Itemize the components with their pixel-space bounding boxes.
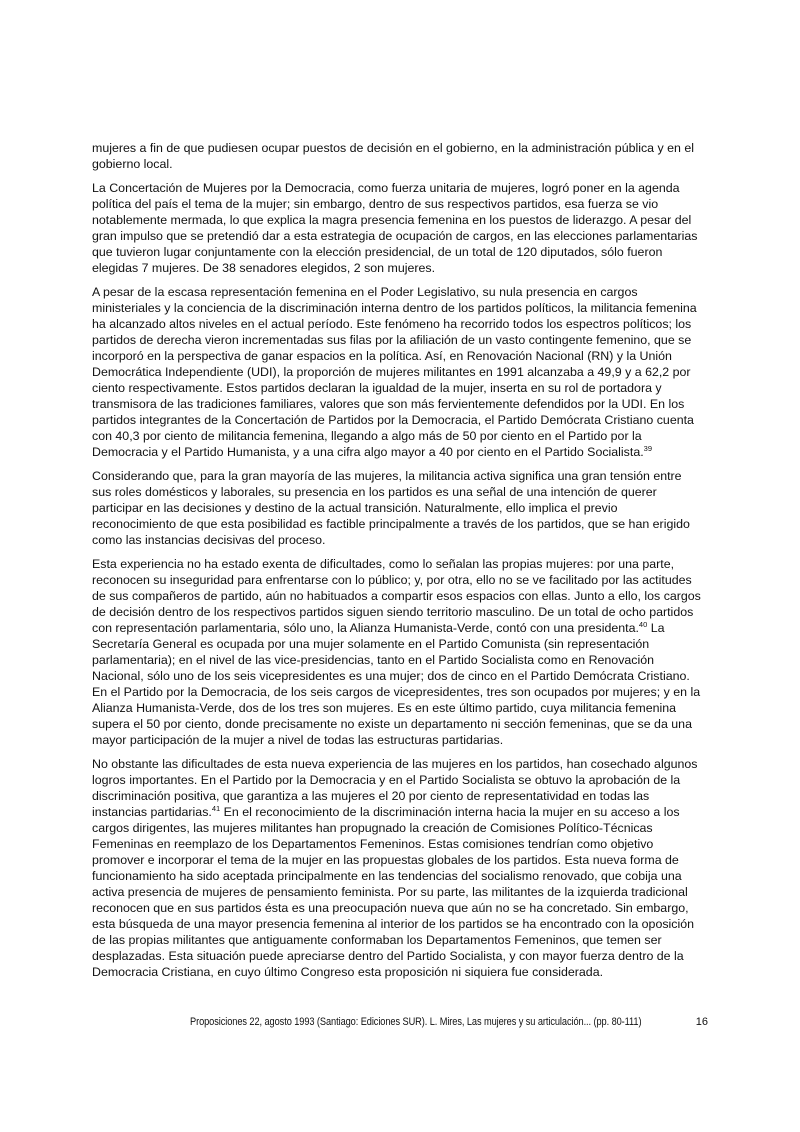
paragraph-5 xyxy=(92,556,704,748)
footnote-ref-39[interactable]: 39 xyxy=(643,443,652,453)
paragraph-4-text: Considerando que, para la gran mayoría de las mujeres, la militancia activa significa una gran tensión entre sus roles domésticos y laborales, su presencia en los partidos es una señal de una intención de querer participar en las decisiones y destino de la actual transición. Naturalmente, ello implica el previo reconocimiento de que esta posibilidad es factible principalmente a través de los partidos, que se han erigido como las instancias decisivas del proceso. xyxy=(92,469,690,547)
paragraph-6-text-before: No obstante las dificultades de esta nueva experiencia de las mujeres en los partidos, han cosechado algunos logros importantes. En el Partido por la Democracia y en el Partido Socialista se obtuvo la aprobación de la discriminación positiva, que garantiza a las mujeres el 20 por ciento de representatividad en todas las instancias partidarias. xyxy=(92,757,698,819)
body-text xyxy=(92,140,704,980)
paragraph-5-text-before: Esta experiencia no ha estado exenta de dificultades, como lo señalan las propias mujeres: por una parte, reconocen su inseguridad para enfrentarse con lo público; y, por otra, ello no se ve facilitado por las actitudes de sus compañeros de partido, aún no habituados a compartir esos espacios con ellas. Junto a ello, los cargos de decisión dentro de los respectivos partidos siguen siendo territorio masculino. De un total de ocho partidos con representación parlamentaria, sólo uno, la Alianza Humanista-Verde, contó con una presidenta. xyxy=(92,557,701,635)
paragraph-2 xyxy=(92,180,704,276)
paragraph-2-text: La Concertación de Mujeres por la Democracia, como fuerza unitaria de mujeres, logró poner en la agenda política del país el tema de la mujer; sin embargo, dentro de sus respectivos partidos, esa fuerza se vio notablemente mermada, lo que explica la magra presencia femenina en los puestos de liderazgo. A pesar del gran impulso que se pretendió dar a esta estrategia de ocupación de cargos, en las elecciones parlamentarias que tuvieron lugar conjuntamente con la elección presidencial, de un total de 120 diputados, sólo fueron elegidas 7 mujeres. De 38 senadores elegidos, 2 son mujeres. xyxy=(92,181,698,275)
paragraph-1 xyxy=(92,140,704,172)
paragraph-3-text: A pesar de la escasa representación femenina en el Poder Legislativo, su nula presencia en cargos ministeriales y la conciencia de la discriminación interna dentro de los partidos políticos, la militancia femenina ha alcanzado altos niveles en el actual período. Este fenómeno ha recorrido todos los espectros políticos; los partidos de derecha vieron incrementadas sus filas por la afiliación de un vasto contingente femenino, que se incorporó en la perspectiva de ganar espacios en la política. Así, en Renovación Nacional (RN) y la Unión Democrática Independiente (UDI), la proporción de mujeres militantes en 1991 alcanzaba a 49,9 y a 62,2 por ciento respectivamente. Estos partidos declaran la igualdad de la mujer, inserta en su rol de portadora y transmisora de las tradiciones familiares, valores que son más fervientemente defendidos por la UDI. En los partidos integrantes de la Concertación de Partidos por la Democracia, el Partido Demócrata Cristiano cuenta con 40,3 por ciento de militancia femenina, llegando a algo más de 50 por ciento en el Partido por la Democracia y el Partido Humanista, y a una cifra algo mayor a 40 por ciento en el Partido Socialista. xyxy=(92,285,697,459)
paragraph-4 xyxy=(92,468,704,548)
paragraph-6 xyxy=(92,756,704,980)
paragraph-1-text: mujeres a fin de que pudiesen ocupar puestos de decisión en el gobierno, en la administración pública y en el gobierno local. xyxy=(92,141,695,171)
footnote-ref-40[interactable]: 40 xyxy=(638,619,648,629)
page-number: 16 xyxy=(695,1016,708,1028)
page-footer xyxy=(190,1015,720,1029)
paragraph-6-text-after: En el reconocimiento de la discriminación interna hacia la mujer en su acceso a los cargos dirigentes, las mujeres militantes han propugnado la creación de Comisiones Político-Técnicas Femeninas en reemplazo de los Departamentos Femeninos. Estas comisiones tendrían como objetivo promover e incorporar el tema de la mujer en las propuestas globales de los partidos. Esta nueva forma de funcionamiento ha sido aceptada principalmente en las tendencias del socialismo renovado, que cobija una activa presencia de mujeres de pensamiento feminista. Por su parte, las militantes de la izquierda tradicional reconocen que en sus partidos ésta es una preocupación nueva que aún no se ha concretado. Sin embargo, esta búsqueda de una mayor presencia femenina al interior de los partidos se ha encontrado con la oposición de las propias militantes que antiguamente conformaban los Departamentos Femeninos, que temen ser desplazadas. Esta situación puede apreciarse dentro del Partido Socialista, y con mayor fuerza dentro de la Democracia Cristiana, en cuyo último Congreso esta proposición ni siquiera fue considerada. xyxy=(92,805,695,979)
footnote-ref-41[interactable]: 41 xyxy=(211,803,221,813)
paragraph-3 xyxy=(92,284,704,460)
paragraph-5-text-after: La Secretaría General es ocupada por una mujer solamente en el Partido Comunista (sin representación parlamentaria); en el nivel de las vice-presidencias, tanto en el Partido Socialista como en Renovación Nacional, sólo uno de los seis vicepresidentes es una mujer; dos de cinco en el Partido Demócrata Cristiano. En el Partido por la Democracia, de los seis cargos de vicepresidentes, tres son ocupados por mujeres; y en la Alianza Humanista-Verde, dos de los tres son mujeres. Es en este último partido, cuya militancia femenina supera el 50 por ciento, donde precisamente no existe un departamento ni sección femeninas, que se da una mayor participación de la mujer a nivel de todas las estructuras partidarias. xyxy=(92,621,701,747)
footer-citation: Proposiciones 22, agosto 1993 (Santiago: Ediciones SUR). L. Mires, Las mujeres y su articulación... (pp. 80-111) xyxy=(190,1016,642,1028)
